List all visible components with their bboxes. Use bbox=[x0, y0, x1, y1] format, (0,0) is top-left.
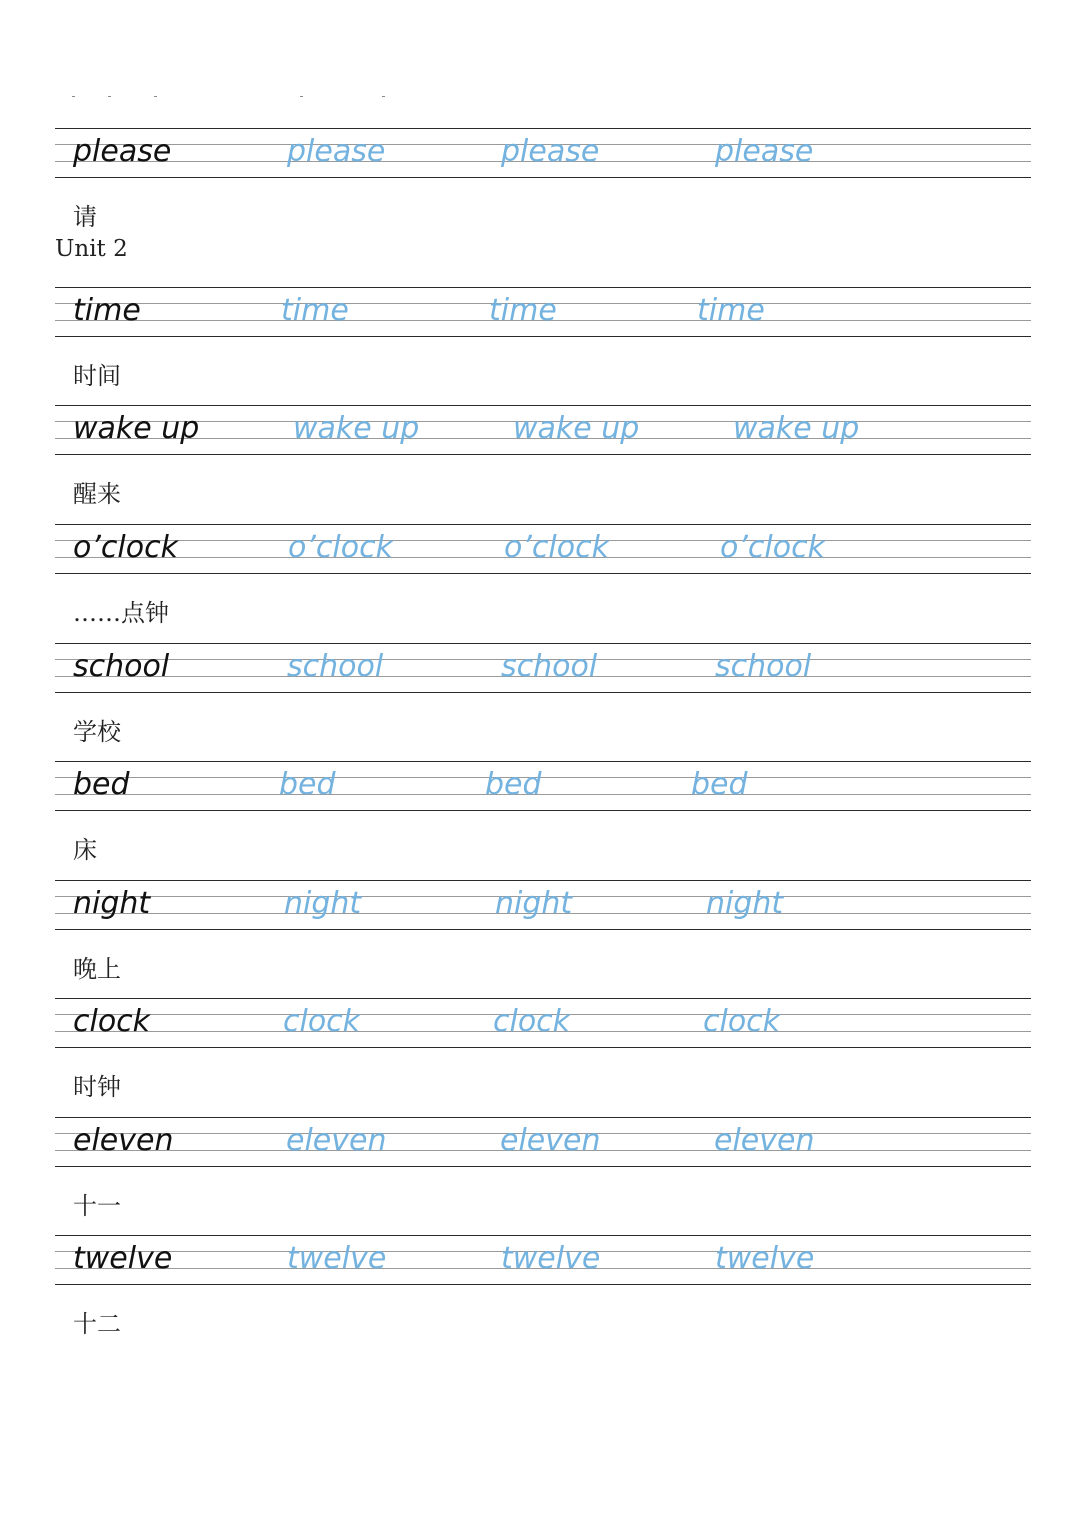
ruling-line bbox=[55, 643, 1031, 644]
trace-word: bed bbox=[485, 767, 542, 802]
model-word: school bbox=[73, 649, 170, 684]
ruling-line bbox=[55, 1047, 1031, 1048]
ruling-line bbox=[55, 1284, 1031, 1285]
ruling-line bbox=[55, 1117, 1031, 1118]
trace-word: wake up bbox=[293, 411, 420, 446]
word-row bbox=[0, 405, 1080, 523]
four-line-ruling bbox=[55, 761, 1031, 812]
trace-word: please bbox=[287, 134, 386, 169]
trace-word: time bbox=[489, 293, 557, 328]
model-word: wake up bbox=[73, 411, 200, 446]
trace-word: night bbox=[495, 886, 573, 921]
trace-word: school bbox=[501, 649, 598, 684]
chinese-meaning: ……点钟 bbox=[73, 599, 169, 627]
model-word: bed bbox=[73, 767, 130, 802]
trace-word: clock bbox=[703, 1004, 781, 1039]
ruling-line bbox=[55, 777, 1031, 778]
chinese-meaning: 请 bbox=[73, 203, 97, 231]
word-row bbox=[0, 998, 1080, 1116]
ruling-line bbox=[55, 794, 1031, 795]
ruling-line bbox=[55, 880, 1031, 881]
trace-word: clock bbox=[283, 1004, 361, 1039]
trace-word: twelve bbox=[715, 1241, 815, 1276]
model-word: night bbox=[73, 886, 151, 921]
model-word: eleven bbox=[73, 1123, 174, 1158]
word-row bbox=[0, 128, 1080, 246]
ruling-line bbox=[55, 524, 1031, 525]
ruling-line bbox=[55, 998, 1031, 999]
model-word: o’clock bbox=[73, 530, 178, 565]
word-row bbox=[0, 880, 1080, 998]
trace-word: eleven bbox=[286, 1123, 387, 1158]
trace-word: school bbox=[715, 649, 812, 684]
trace-word: o’clock bbox=[288, 530, 393, 565]
ruling-line bbox=[55, 454, 1031, 455]
word-row bbox=[0, 643, 1080, 761]
word-row bbox=[0, 287, 1080, 405]
trace-word: wake up bbox=[513, 411, 640, 446]
trace-word: wake up bbox=[733, 411, 860, 446]
chinese-meaning: 晚上 bbox=[73, 955, 121, 983]
chinese-meaning: 时钟 bbox=[73, 1073, 121, 1101]
trace-word: eleven bbox=[500, 1123, 601, 1158]
trace-word: night bbox=[706, 886, 784, 921]
trace-word: please bbox=[501, 134, 600, 169]
model-word: clock bbox=[73, 1004, 151, 1039]
word-row bbox=[0, 1235, 1080, 1353]
scan-artifact-dots bbox=[72, 96, 412, 106]
chinese-meaning: 床 bbox=[73, 836, 97, 864]
ruling-line bbox=[55, 573, 1031, 574]
chinese-meaning: 十二 bbox=[73, 1310, 121, 1338]
trace-word: eleven bbox=[714, 1123, 815, 1158]
chinese-meaning: 时间 bbox=[73, 362, 121, 390]
chinese-meaning: 十一 bbox=[73, 1192, 121, 1220]
ruling-line bbox=[55, 336, 1031, 337]
ruling-line bbox=[55, 128, 1031, 129]
trace-word: bed bbox=[691, 767, 748, 802]
ruling-line bbox=[55, 929, 1031, 930]
trace-word: bed bbox=[279, 767, 336, 802]
model-word: please bbox=[73, 134, 172, 169]
ruling-line bbox=[55, 1235, 1031, 1236]
word-row bbox=[0, 524, 1080, 642]
ruling-line bbox=[55, 287, 1031, 288]
trace-word: time bbox=[281, 293, 349, 328]
ruling-line bbox=[55, 405, 1031, 406]
trace-word: school bbox=[287, 649, 384, 684]
trace-word: night bbox=[284, 886, 362, 921]
trace-word: clock bbox=[493, 1004, 571, 1039]
word-row bbox=[0, 1117, 1080, 1235]
chinese-meaning: 学校 bbox=[73, 718, 121, 746]
word-row bbox=[0, 761, 1080, 879]
ruling-line bbox=[55, 810, 1031, 811]
model-word: twelve bbox=[73, 1241, 173, 1276]
trace-word: twelve bbox=[287, 1241, 387, 1276]
trace-word: o’clock bbox=[504, 530, 609, 565]
ruling-line bbox=[55, 177, 1031, 178]
model-word: time bbox=[73, 293, 141, 328]
trace-word: twelve bbox=[501, 1241, 601, 1276]
unit-heading: Unit 2 bbox=[55, 236, 128, 262]
chinese-meaning: 醒来 bbox=[73, 480, 121, 508]
ruling-line bbox=[55, 692, 1031, 693]
trace-word: please bbox=[715, 134, 814, 169]
ruling-line bbox=[55, 761, 1031, 762]
trace-word: time bbox=[697, 293, 765, 328]
trace-word: o’clock bbox=[720, 530, 825, 565]
ruling-line bbox=[55, 1166, 1031, 1167]
